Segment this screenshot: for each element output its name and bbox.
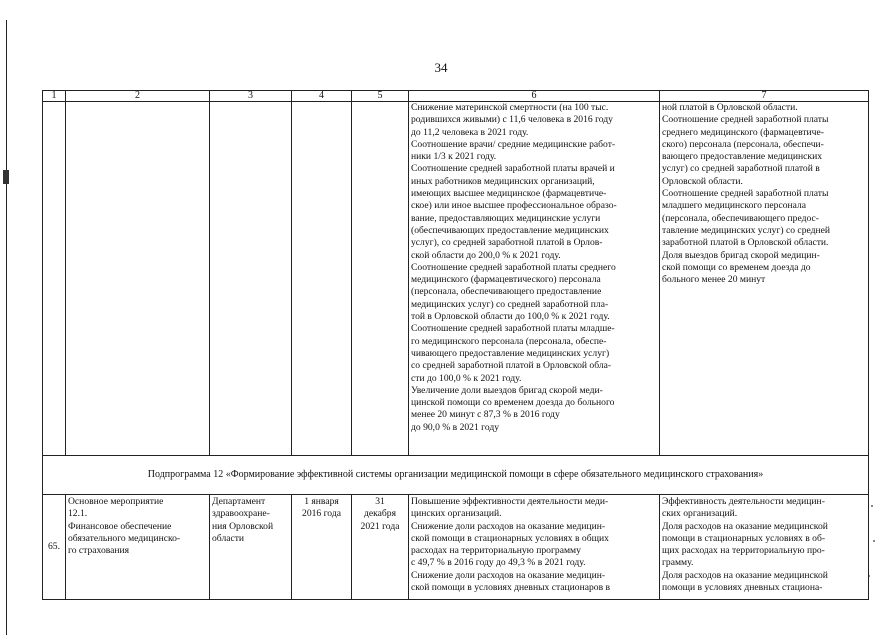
text-line: чивающего предоставление медицинских услуг) <box>411 347 610 359</box>
col-number-2: 2 <box>66 91 210 102</box>
indicators-cell <box>660 495 869 600</box>
text-line: вающего предоставление медицинских <box>662 151 823 163</box>
text-line: Снижение доли расходов на оказание медицин- <box>411 569 606 581</box>
indicators-cell <box>660 102 869 456</box>
col-number-5: 5 <box>352 91 409 102</box>
text-line: Повышение эффективности деятельности меди- <box>411 496 609 507</box>
cell-empty <box>352 102 409 456</box>
text-line: Снижение материнской смертности (на 100 тыс. <box>411 102 609 113</box>
text-line: Соотношение средней заработной платы младше- <box>411 323 615 335</box>
text-line: Увеличение доли выездов бригад скорой меди- <box>411 384 603 396</box>
text-line: Доля выездов бригад скорой медицин- <box>662 249 820 261</box>
text-line: больного менее 20 минут <box>662 274 766 286</box>
text-line: тавление медицинских услуг) со средней <box>662 224 831 236</box>
text-line: сти до 100,0 % к 2021 году. <box>411 372 522 384</box>
text-line: младшего медицинского персонала <box>662 200 807 212</box>
text-line: Департамент <box>212 496 266 507</box>
text-line: цинской помощи со временем доезда до больного <box>411 397 615 409</box>
cell-empty <box>210 102 292 456</box>
text-line: ских организаций. <box>662 508 738 520</box>
start-date-cell <box>292 495 352 600</box>
text-line: ской области до 200,0 % к 2021 году. <box>411 249 561 261</box>
text-line: вание, предоставляющих медицинские услуги <box>411 212 601 224</box>
text-line: 2021 года <box>360 520 400 532</box>
text-line: Соотношение средней заработной платы <box>662 114 829 126</box>
text-line: расходах на территориальную программу <box>411 545 581 557</box>
text-line: до 11,2 человека в 2021 году. <box>411 126 529 138</box>
text-line: медицинских услуг) со средней заработной пла- <box>411 298 609 310</box>
column-number-row <box>43 91 869 102</box>
text-line: Соотношение средней заработной платы врачей и <box>411 163 615 175</box>
text-line: ского) персонала (персонала, обеспечи- <box>662 138 824 150</box>
text-line: родившихся живыми) с 11,6 человека в 2016 году <box>411 114 613 126</box>
text-line: цинских организаций. <box>411 508 502 520</box>
text-line: Соотношение врачи/ средние медицинские работ- <box>411 138 616 150</box>
expected-results-cell <box>409 495 660 600</box>
expected-results-cell <box>409 102 660 456</box>
col-number-1: 1 <box>43 91 66 102</box>
text-line: ской помощи в условиях дневных стационаров в <box>411 582 611 594</box>
text-line: заработной платой в Орловской области. <box>662 237 829 249</box>
text-line: ской помощи в стационарных условиях в общих <box>411 532 609 544</box>
text-line: Финансовое обеспечение <box>68 520 172 532</box>
text-line: Орловской области. <box>662 175 743 187</box>
text-line: 12.1. <box>68 508 88 520</box>
text-line: обязательного медицинско- <box>68 532 181 544</box>
text-line: ния Орловской <box>212 520 274 532</box>
text-line: услуг) со средней заработной платой в <box>662 163 820 175</box>
text-line: той в Орловской области до 100,0 % к 2021 году. <box>411 311 610 323</box>
text-line: помощи в стационарных условиях в об- <box>662 532 826 544</box>
program-table <box>42 90 869 600</box>
text-line: иных работников медицинских организаций, <box>411 175 595 187</box>
activity-name-cell <box>66 495 210 600</box>
text-line: 31 <box>375 496 385 507</box>
col-number-7: 7 <box>660 91 869 102</box>
binding-mark <box>3 170 9 184</box>
text-line: среднего медицинского (фармацевтиче- <box>662 126 824 138</box>
subprogram-row <box>43 456 869 495</box>
text-line: со средней заработной платой в Орловской обла- <box>411 360 612 372</box>
row-number: 65. <box>43 495 66 600</box>
text-line: Соотношение средней заработной платы среднего <box>411 261 616 273</box>
scan-speck <box>873 540 875 542</box>
scan-speck <box>871 505 873 507</box>
col-number-4: 4 <box>292 91 352 102</box>
binding-edge-line <box>6 20 7 635</box>
text-line: 2016 года <box>302 508 341 520</box>
text-line: Снижение доли расходов на оказание медицин- <box>411 520 606 532</box>
text-line: щих расходах на территориальную про- <box>662 545 825 557</box>
col-number-3: 3 <box>210 91 292 102</box>
text-line: области <box>212 532 245 544</box>
text-line: (персонала, обеспечивающего предос- <box>662 212 819 224</box>
end-date-cell <box>352 495 409 600</box>
subprogram-title: Подпрограмма 12 «Формирование эффективной системы организации медицинской помощи в сфере обязательного медицинского страхования» <box>43 456 869 495</box>
table-row <box>43 495 869 600</box>
text-line: (персонала, обеспечивающего предоставление <box>411 286 602 298</box>
text-line: Доля расходов на оказание медицинской <box>662 520 828 532</box>
text-line: ское) или иное высшее профессиональное образо- <box>411 200 617 212</box>
text-line: до 90,0 % в 2021 году <box>411 421 500 433</box>
text-line: го медицинского персонала (персонала, обеспе- <box>411 335 607 347</box>
text-line: ской помощи со временем доезда до <box>662 261 811 273</box>
cell-empty <box>66 102 210 456</box>
text-line: го страхования <box>68 545 130 557</box>
cell-empty <box>43 102 66 456</box>
col-number-6: 6 <box>409 91 660 102</box>
text-line: 1 января <box>304 496 339 507</box>
text-line: Соотношение средней заработной платы <box>662 188 829 200</box>
text-line: грамму. <box>662 557 694 569</box>
text-line: услуг), со средней заработной платой в Орлов- <box>411 237 603 249</box>
text-line: Основное мероприятие <box>68 496 164 507</box>
executor-cell <box>210 495 292 600</box>
text-line: здравоохране- <box>212 508 270 520</box>
text-line: Эффективность деятельности медицин- <box>662 496 825 507</box>
text-line: медицинского (фармацевтического) персонала <box>411 274 601 286</box>
text-line: имеющих высшее медицинское (фармацевтиче- <box>411 188 607 200</box>
text-line: ной платой в Орловской области. <box>662 102 798 113</box>
cell-empty <box>292 102 352 456</box>
table-row <box>43 102 869 456</box>
text-line: ники 1/3 к 2021 году. <box>411 151 497 163</box>
page-number: 34 <box>434 60 448 75</box>
text-line: помощи в условиях дневных стациона- <box>662 582 823 594</box>
text-line: декабря <box>363 508 396 520</box>
text-line: Доля расходов на оказание медицинской <box>662 569 828 581</box>
text-line: (обеспечивающих предоставление медицинских <box>411 224 609 236</box>
text-line: менее 20 минут с 87,3 % в 2016 году <box>411 409 560 421</box>
text-line: с 49,7 % в 2016 году до 49,3 % в 2021 году. <box>411 557 586 569</box>
